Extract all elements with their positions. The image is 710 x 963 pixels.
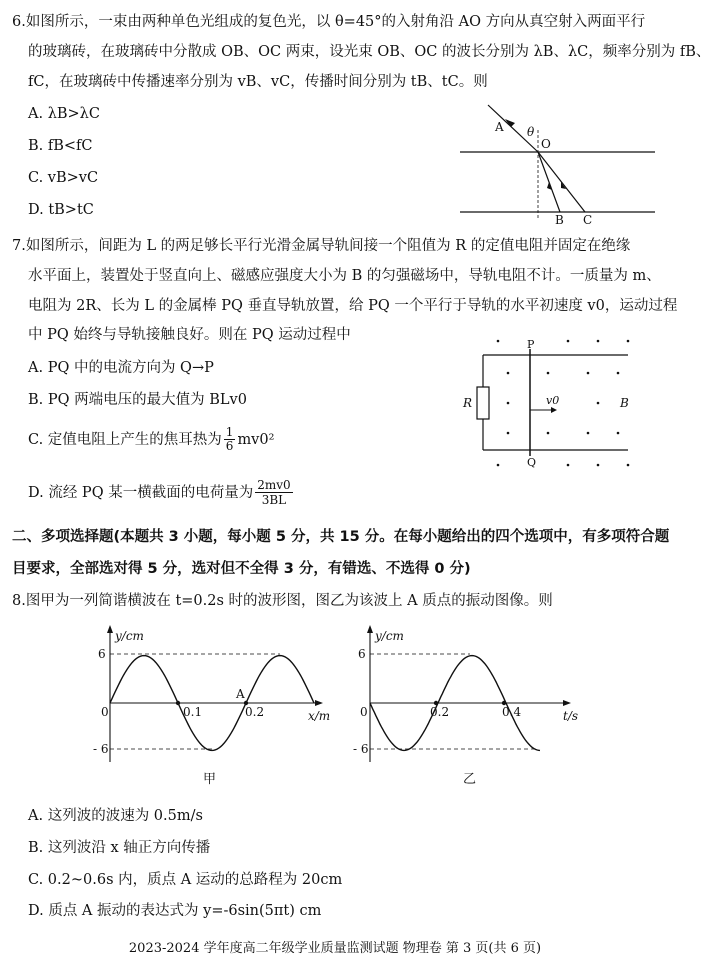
oc-arrow [561, 182, 566, 189]
label-a: A [495, 120, 504, 134]
resistor [477, 387, 489, 419]
q6-stem-line3: fC，在玻璃砖中传播速率分别为 vB、vC，传播时间分别为 tB、tC。则 [28, 74, 488, 90]
q7-option-d-fraction [255, 478, 292, 507]
q6-stem-line2: 的玻璃砖，在玻璃砖中分散成 OB、OC 两束，设光束 OB、OC 的波长分别为 λB、λC，频率分别为 fB、 [28, 44, 710, 60]
label-v0: v0 [546, 394, 560, 407]
q6-option-a: A. λB>λC [28, 106, 100, 122]
page-footer: 2023-2024 学年度高二年级学业质量监测试题 物理卷 第 3 页(共 6 页) [128, 941, 542, 956]
tick-origin: 0 [360, 705, 368, 719]
x-axis-label: t/s [563, 709, 579, 723]
q6-glass-figure [455, 100, 660, 225]
section-heading-line1: 二、多项选择题(本题共 3 小题，每小题 5 分，共 15 分。在每小题给出的四个选项中，有多项符合题 [12, 529, 670, 545]
tick-0-2: 0.2 [430, 705, 450, 719]
fraction-numerator: 1 [225, 425, 234, 439]
label-point-a: A [236, 687, 245, 701]
q7-option-a: A. PQ 中的电流方向为 Q→P [28, 360, 214, 376]
q7-stem-line2: 水平面上，装置处于竖直向上、磁感应强度大小为 B 的匀强磁场中，导轨电阻不计。一质量为 m、 [28, 268, 661, 284]
q8-option-b: B. 这列波沿 x 轴正方向传播 [28, 840, 211, 856]
fraction-numerator: 2mv0 [257, 478, 291, 492]
tick-neg-6: - 6 [93, 742, 109, 756]
q6-option-c: C. vB>vC [28, 170, 99, 186]
q7-option-c-fraction [224, 426, 236, 453]
section-heading-line2: 目要求，全部选对得 5 分，选对但不全得 3 分，有错选、不选得 0 分) [12, 561, 471, 577]
point-0-1 [176, 701, 180, 705]
q7-option-c-text: C. 定值电阻上产生的焦耳热为 [28, 431, 222, 448]
tick-pos-6: 6 [98, 647, 106, 661]
q7-option-b: B. PQ 两端电压的最大值为 BLv0 [28, 392, 247, 408]
x-axis-label: x/m [308, 709, 331, 723]
q6-option-d: D. tB>tC [28, 202, 94, 218]
label-q: Q [527, 456, 537, 469]
ray-oc [538, 152, 585, 212]
y-axis-label: y/cm [375, 629, 404, 643]
label-theta: θ [527, 125, 535, 139]
tick-0-1: 0.1 [183, 705, 203, 719]
q7-stem-line4: 中 PQ 始终与导轨接触良好。则在 PQ 运动过程中 [28, 327, 351, 343]
q7-rail-figure [458, 335, 643, 470]
caption-jia: 甲 [203, 772, 217, 787]
y-axis-label: y/cm [115, 629, 144, 643]
label-o: O [541, 137, 551, 151]
q8-stem: 8.图甲为一列简谐横波在 t=0.2s 时的波形图，图乙为该波上 A 质点的振动图像。则 [12, 593, 553, 609]
q6-stem-line1: 6.如图所示，一束由两种单色光组成的复色光，以 θ=45°的入射角沿 AO 方向从真空射入两面平行 [12, 14, 646, 30]
q7-option-d-text: D. 流经 PQ 某一横截面的电荷量为 [28, 484, 254, 501]
q8-wave-graph-jia [95, 622, 340, 787]
q7-stem-line3: 电阻为 2R、长为 L 的金属棒 PQ 垂直导轨放置，给 PQ 一个平行于导轨的水平初速度 v0，运动过程 [28, 298, 678, 314]
fraction-denominator: 3BL [261, 493, 287, 507]
q8-option-a: A. 这列波的波速为 0.5m/s [28, 808, 203, 824]
magnetic-field-dots [497, 340, 630, 467]
tick-neg-6: - 6 [353, 742, 369, 756]
q8-option-d: D. 质点 A 振动的表达式为 y=-6sin(5πt) cm [28, 903, 322, 919]
label-b: B [620, 396, 629, 410]
tick-origin: 0 [101, 705, 109, 719]
q8-option-c: C. 0.2~0.6s 内，质点 A 运动的总路程为 20cm [28, 872, 343, 888]
q6-option-b: B. fB<fC [28, 138, 93, 154]
label-r: R [463, 396, 473, 410]
q8-vibration-graph-yi [350, 622, 595, 787]
tick-0-4: 0.4 [502, 705, 522, 719]
q7-option-c-tail: mv0² [237, 431, 275, 448]
q7-option-d [28, 478, 295, 507]
fraction-denominator: 6 [225, 439, 234, 453]
label-p: P [527, 338, 535, 351]
q7-option-c [28, 426, 274, 453]
caption-yi: 乙 [463, 772, 477, 787]
label-c: C [583, 213, 593, 227]
q7-stem-line1: 7.如图所示，间距为 L 的两足够长平行光滑金属导轨间接一个阻值为 R 的定值电阻并固定在绝缘 [12, 238, 631, 254]
tick-pos-6: 6 [358, 647, 366, 661]
tick-0-2: 0.2 [245, 705, 265, 719]
label-b: B [555, 213, 564, 227]
